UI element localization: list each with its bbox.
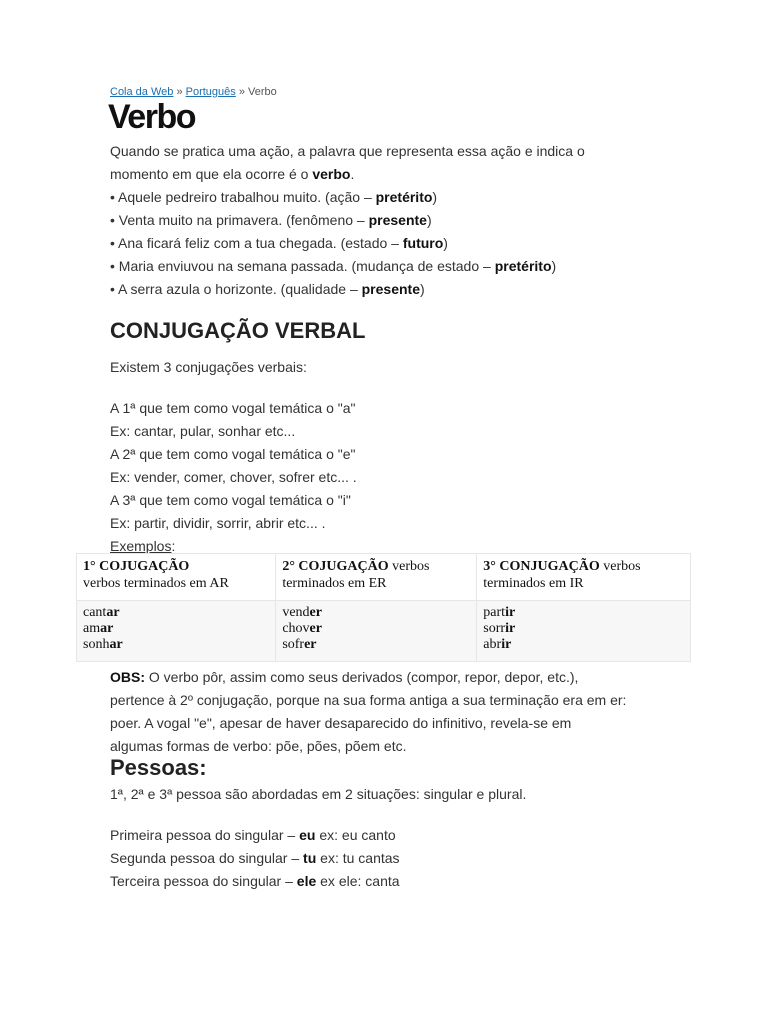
example-item: • Maria enviuvou na semana passada. (mudança de estado – pretérito) bbox=[110, 258, 557, 274]
obs-paragraph bbox=[110, 666, 626, 758]
table-header-cell: 2° COJUGAÇÃO verbos terminados em ER bbox=[276, 554, 477, 601]
breadcrumb bbox=[110, 86, 277, 98]
obs-label: OBS: bbox=[110, 669, 145, 685]
page-title: Verbo bbox=[108, 98, 195, 136]
exemplos-label: Exemplos: bbox=[110, 538, 176, 554]
section-heading-pessoas: Pessoas: bbox=[110, 755, 207, 780]
breadcrumb-current: Verbo bbox=[248, 86, 277, 98]
example-item: • Venta muito na primavera. (fenômeno – presente) bbox=[110, 212, 432, 228]
example-item: • A serra azula o horizonte. (qualidade – presente) bbox=[110, 281, 425, 297]
pessoas-intro: 1ª, 2ª e 3ª pessoa são abordadas em 2 situações: singular e plural. bbox=[110, 786, 527, 802]
table-row bbox=[77, 601, 691, 662]
section-heading-conjugacao: CONJUGAÇÃO VERBAL bbox=[110, 318, 366, 343]
conj-line: Ex: cantar, pular, sonhar etc... bbox=[110, 423, 296, 439]
conjugation-table bbox=[76, 553, 691, 662]
conj-intro: Existem 3 conjugações verbais: bbox=[110, 359, 307, 375]
pessoa-item: Segunda pessoa do singular – tu ex: tu cantas bbox=[110, 850, 400, 866]
pessoa-item: Terceira pessoa do singular – ele ex ele: canta bbox=[110, 873, 400, 889]
table-cell: cantar amar sonhar bbox=[77, 601, 276, 662]
example-item: • Ana ficará feliz com a tua chegada. (estado – futuro) bbox=[110, 235, 448, 251]
breadcrumb-link-section[interactable]: Português bbox=[185, 86, 236, 98]
conj-line: A 1ª que tem como vogal temática o "a" bbox=[110, 400, 356, 416]
breadcrumb-separator: » bbox=[235, 86, 249, 98]
table-header-cell: 3° CONJUGAÇÃO verbos terminados em IR bbox=[477, 554, 691, 601]
table-cell: vender chover sofrer bbox=[276, 601, 477, 662]
obs-line: pertence à 2º conjugação, porque na sua forma antiga a sua terminação era em er: bbox=[110, 692, 627, 708]
table-header-cell: 1° COJUGAÇÃO verbos terminados em AR bbox=[77, 554, 276, 601]
obs-line: poer. A vogal "e", apesar de haver desaparecido do infinitivo, revela-se em bbox=[110, 715, 572, 731]
conj-line: Ex: vender, comer, chover, sofrer etc... . bbox=[110, 469, 357, 485]
conj-line: A 2ª que tem como vogal temática o "e" bbox=[110, 446, 356, 462]
intro-paragraph bbox=[110, 140, 585, 301]
conj-line: Ex: partir, dividir, sorrir, abrir etc... . bbox=[110, 515, 326, 531]
conj-lines bbox=[110, 397, 357, 558]
intro-line: Quando se pratica uma ação, a palavra que representa essa ação e indica o bbox=[110, 143, 585, 159]
pessoas-list bbox=[110, 824, 400, 893]
table-header-row bbox=[77, 554, 691, 601]
table-cell: partir sorrir abrir bbox=[477, 601, 691, 662]
breadcrumb-separator: » bbox=[173, 86, 186, 98]
obs-line: algumas formas de verbo: põe, pões, põem etc. bbox=[110, 738, 407, 754]
breadcrumb-link-home[interactable]: Cola da Web bbox=[110, 86, 174, 98]
pessoa-item: Primeira pessoa do singular – eu ex: eu canto bbox=[110, 827, 396, 843]
obs-line: OBS: O verbo pôr, assim como seus derivados (compor, repor, depor, etc.), bbox=[110, 669, 579, 685]
example-item: • Aquele pedreiro trabalhou muito. (ação – pretérito) bbox=[110, 189, 438, 205]
conj-line: A 3ª que tem como vogal temática o "i" bbox=[110, 492, 351, 508]
intro-line: momento em que ela ocorre é o verbo. bbox=[110, 166, 355, 182]
